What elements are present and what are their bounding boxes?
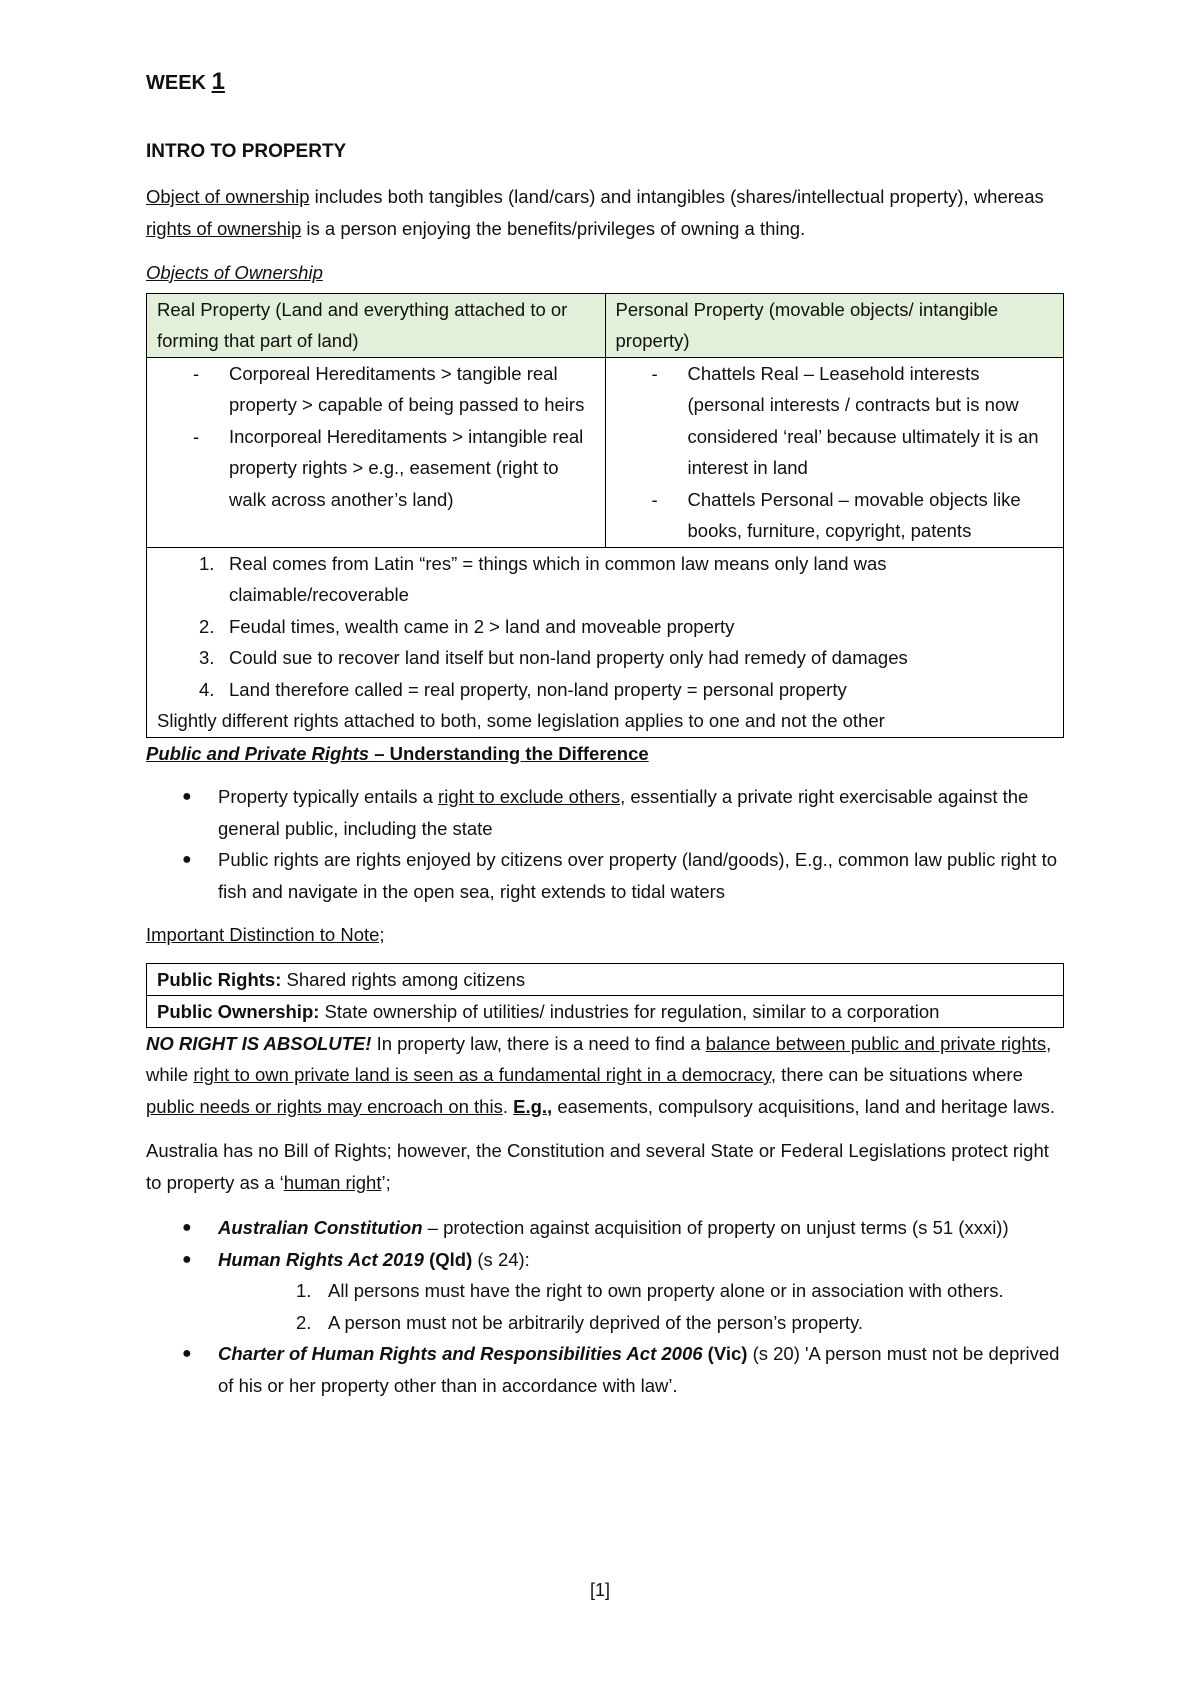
rights-of-ownership-term: rights of ownership <box>146 217 302 239</box>
week-heading <box>146 66 1066 100</box>
list-item-text: Feudal times, wealth came in 2 > land and moveable property <box>229 615 735 637</box>
objects-table <box>146 293 1064 738</box>
list-item: 2. A person must not be arbitrarily deprived of the person’s property. <box>296 1311 864 1333</box>
underlined-phrase: balance between public and private rights <box>705 1032 1047 1054</box>
public-ownership-label: Public Ownership: <box>157 1000 320 1022</box>
real-property-list <box>157 358 595 516</box>
list-item-text: All persons must have the right to own property alone or in association with others. <box>328 1280 1004 1301</box>
list-item: 3. Could sue to recover land itself but non-land property only had remedy of damages <box>199 647 908 668</box>
list-item: ● Australian Constitution – protection against acquisition of property on unjust terms (s 51 (xxxi)) <box>182 1217 1009 1238</box>
human-rights-sublist <box>146 1275 1066 1338</box>
list-item: ● Public rights are rights enjoyed by citizens over property (land/goods), E.g., common law public right to fish and navigate in the open sea, right extends to tidal waters <box>182 849 1058 902</box>
public-private-heading <box>146 738 1066 770</box>
list-item: 2. Feudal times, wealth came in 2 > land and moveable property <box>199 615 735 637</box>
intro-paragraph <box>146 181 1066 244</box>
personal-property-cell <box>605 357 1064 547</box>
intro-text-1: includes both tangibles (land/cars) and intangibles (shares/intellectual property), whereas <box>309 186 1044 207</box>
objects-table-header-row <box>147 293 1064 357</box>
public-ownership-text: State ownership of utilities/ industries for regulation, similar to a corporation <box>319 1000 940 1022</box>
law-title: Human Rights Act 2019 <box>218 1248 424 1270</box>
bullet-text: Public rights are rights enjoyed by citizens over property (land/goods), E.g., common law public right to fish and navigate in the open sea, right extends to tidal waters <box>218 849 1058 902</box>
objects-heading: Objects of Ownership <box>146 262 323 283</box>
legislation-list <box>146 1212 1066 1275</box>
objects-table-items-row <box>147 357 1064 547</box>
right-to-exclude-term: right to exclude others <box>438 786 621 807</box>
law-text: (s 20) 'A person must not be deprived of his or her property other than in accordance with law’. <box>218 1343 1060 1396</box>
intro-text-2: is a person enjoying the benefits/privileges of owning a thing. <box>301 217 806 239</box>
distinction-heading <box>146 919 1066 951</box>
notes-footer: Slightly different rights attached to both, some legislation applies to one and not the other <box>157 710 885 731</box>
underlined-phrase: right to own private land is seen as a fundamental right in a democracy <box>193 1064 771 1085</box>
objects-table-notes-row <box>147 547 1064 737</box>
paragraph-text: In property law, there is a need to find a <box>371 1032 706 1054</box>
table-row <box>147 963 1064 995</box>
distinction-table <box>146 963 1064 1028</box>
bullet-text: Property typically entails a <box>218 786 439 807</box>
bullet-text: , essentially a private right exercisable against the general public, including the state <box>218 786 1029 839</box>
eg-label: E.g., <box>513 1095 553 1117</box>
list-item: 1. Real comes from Latin “res” = things which in common law means only land was claimable/recoverable <box>199 552 887 605</box>
list-item-text: Land therefore called = real property, non-land property = personal property <box>229 678 847 700</box>
section-title: INTRO TO PROPERTY <box>146 140 347 162</box>
personal-property-list <box>616 358 1054 547</box>
page-number: [1] <box>589 1580 610 1600</box>
real-property-header: Real Property (Land and everything attached to or forming that part of land) <box>147 293 606 357</box>
underlined-phrase: public needs or rights may encroach on this <box>146 1095 503 1117</box>
public-rights-text: Shared rights among citizens <box>281 968 526 990</box>
paragraph-text: ’; <box>381 1171 391 1193</box>
list-item-text: Corporeal Hereditaments > tangible real property > capable of being passed to heirs <box>229 362 585 415</box>
public-ownership-cell <box>147 995 1064 1027</box>
public-private-list <box>146 781 1066 907</box>
real-property-cell <box>147 357 606 547</box>
no-right-lead: NO RIGHT IS ABSOLUTE! <box>146 1032 372 1054</box>
distinction-heading-text: Important Distinction to Note; <box>146 924 385 945</box>
week-number: 1 <box>211 68 225 95</box>
list-item: 1. All persons must have the right to own property alone or in association with others. <box>296 1280 1004 1301</box>
law-jurisdiction: (Qld) <box>423 1248 473 1270</box>
week-label: WEEK <box>146 72 206 94</box>
list-item: 4. Land therefore called = real property, non-land property = personal property <box>199 678 847 700</box>
page-content <box>146 66 1066 1401</box>
australia-paragraph <box>146 1135 1066 1198</box>
personal-property-header: Personal Property (movable objects/ intangible property) <box>605 293 1064 357</box>
human-right-term: human right <box>283 1171 382 1193</box>
list-item-text: Could sue to recover land itself but non-land property only had remedy of damages <box>229 647 908 668</box>
notes-list <box>157 548 1053 706</box>
object-of-ownership-term: Object of ownership <box>146 186 310 207</box>
list-item-text: Incorporeal Hereditaments > intangible real property rights > e.g., easement (right to walk across another’s land) <box>229 425 584 510</box>
paragraph-text: . <box>502 1095 514 1117</box>
list-item-text: A person must not be arbitrarily deprived of the person’s property. <box>328 1311 864 1333</box>
paragraph-text: easements, compulsory acquisitions, land and heritage laws. <box>552 1095 1056 1117</box>
public-rights-label: Public Rights: <box>157 968 282 990</box>
table-row <box>147 995 1064 1027</box>
list-item: ● Property typically entails a right to exclude others, essentially a private right exercisable against the general public, including the state <box>182 786 1029 839</box>
public-private-title: Public and Private Rights <box>146 742 370 764</box>
list-item: - Corporeal Hereditaments > tangible real property > capable of being passed to heirs <box>193 362 585 415</box>
list-item: - Chattels Personal – movable objects like books, furniture, copyright, patents <box>651 488 1021 541</box>
notes-cell <box>147 547 1064 737</box>
law-jurisdiction: (Vic) <box>702 1343 748 1364</box>
law-text: – protection against acquisition of property on unjust terms (s 51 (xxxi)) <box>422 1217 1009 1238</box>
list-item: - Chattels Real – Leasehold interests (personal interests / contracts but is now considered ‘real’ because ultimately it is an interest in land <box>651 362 1039 478</box>
list-item: - Incorporeal Hereditaments > intangible real property rights > e.g., easement (right to walk across another’s land) <box>193 425 584 510</box>
paragraph-text: , there can be situations where <box>770 1064 1023 1085</box>
paragraph-text: , while <box>146 1032 1052 1085</box>
no-right-paragraph <box>146 1028 1066 1123</box>
public-rights-cell <box>147 963 1064 995</box>
list-item-text: Real comes from Latin “res” = things which in common law means only land was claimable/recoverable <box>229 552 887 605</box>
law-title: Australian Constitution <box>218 1217 423 1238</box>
list-item-text: Chattels Real – Leasehold interests (personal interests / contracts but is now considered ‘real’ because ultimately it is an interest in land <box>687 362 1039 478</box>
list-item: ● Human Rights Act 2019 (Qld) (s 24): <box>182 1248 530 1270</box>
list-item: ● Charter of Human Rights and Responsibilities Act 2006 (Vic) (s 20) 'A person must not be deprived of his or her property other than in accordance with law’. <box>182 1343 1060 1396</box>
list-item-text: Chattels Personal – movable objects like books, furniture, copyright, patents <box>687 488 1021 541</box>
law-text: (s 24): <box>472 1248 530 1270</box>
paragraph-text: Australia has no Bill of Rights; however, the Constitution and several State or Federal Legislations protect right to property as a ‘ <box>146 1140 1049 1193</box>
legislation-list-continued <box>146 1338 1066 1401</box>
public-private-subtitle: – Understanding the Difference <box>369 742 649 764</box>
law-title: Charter of Human Rights and Responsibilities Act 2006 <box>218 1343 703 1364</box>
